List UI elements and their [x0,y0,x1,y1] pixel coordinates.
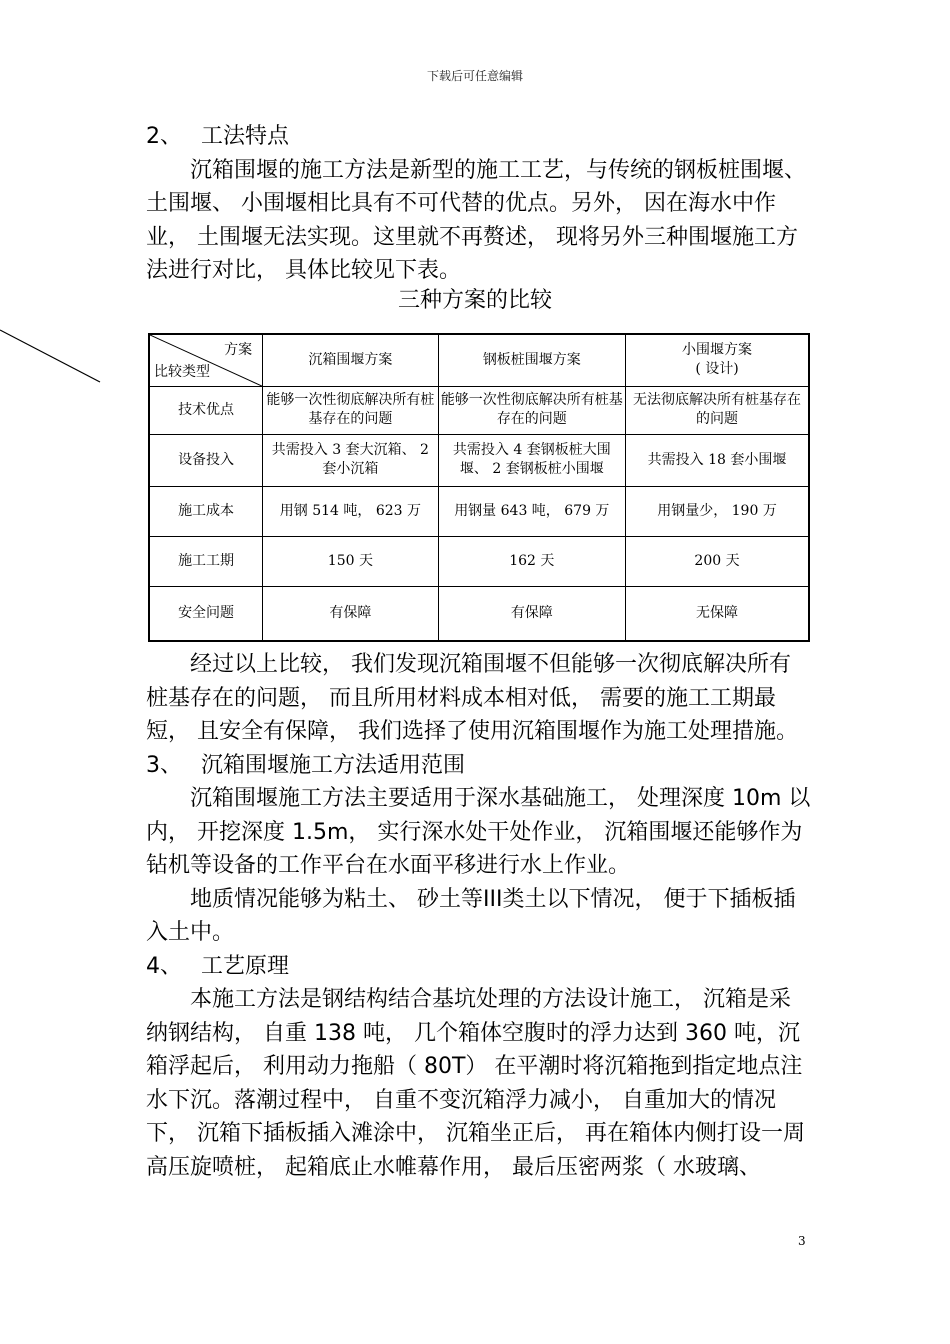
after-table-paragraph: 经过以上比较， 我们发现沉箱围堰不但能够一次彻底解决所有桩基存在的问题， 而且所用材料成本相对低， 需要的施工工期最短， 且安全有保障， 我们选择了使用沉箱围堰作为施工处理措施。 [146,652,798,744]
sections-3-4 [146,648,811,1184]
row-label: 施工工期 [149,536,263,586]
table-row [149,486,809,536]
table-cell: 无法彻底解决所有桩基存在的问题 [626,386,809,434]
row-label: 施工成本 [149,486,263,536]
table-cell: 无保障 [626,586,809,641]
column-header: 小围堰方案 ( 设计) [626,334,809,386]
table-cell: 用钢量 643 吨， 679 万 [438,486,625,536]
row-label: 安全问题 [149,586,263,641]
section-4-number: 4、 [146,953,182,979]
table-cell: 共需投入 3 套大沉箱、 2 套小沉箱 [263,434,438,486]
corner-top-label: 方案 [224,342,253,358]
table-cell: 用钢 514 吨， 623 万 [263,486,438,536]
table-row [149,586,809,641]
section-4-paragraph: 本施工方法是钢结构结合基坑处理的方法设计施工， 沉箱是采纳钢结构， 自重 138 吨， 几个箱体空腹时的浮力达到 360 吨，沉箱浮起后， 利用动力拖船（ 80T） 在平潮时将沉箱拖到指定地点注水下沉。落潮过程中， 自重不变沉箱浮力减小， 自重加大的情况下， 沉箱下插板插入滩涂中， 沉箱坐正后， 再在箱体内侧打设一周高压旋喷桩， 起箱底止水帷幕作用， 最后压密两浆（ 水玻璃、 [146,987,805,1180]
section-3-paragraph-1: 沉箱围堰施工方法主要适用于深水基础施工， 处理深度 10m 以内， 开挖深度 1.5m， 实行深水处干处作业， 沉箱围堰还能够作为钻机等设备的工作平台在水面平移进行水上作业。 [146,786,811,878]
section-2-heading [146,120,811,154]
table-cell: 共需投入 18 套小围堰 [626,434,809,486]
column-header: 钢板桩围堰方案 [438,334,625,386]
section-2-number: 2、 [146,124,182,149]
table-cell: 200 天 [626,536,809,586]
comparison-table [148,333,810,642]
table-cell: 162 天 [438,536,625,586]
table-cell: 有保障 [263,586,438,641]
column-header: 沉箱围堰方案 [263,334,438,386]
table-corner-cell [149,334,263,386]
section-4-title: 工艺原理 [201,953,290,979]
row-label: 技术优点 [149,386,263,434]
section-2-paragraph: 沉箱围堰的施工方法是新型的施工工艺，与传统的钢板桩围堰、 土围堰、 小围堰相比具有不可代替的优点。另外， 因在海水中作业， 土围堰无法实现。这里就不再赘述， 现将另外三种围堰施工方法进行对比， 具体比较见下表。 [146,157,807,283]
table-cell: 能够一次性彻底解决所有桩基存在的问题 [438,386,625,434]
stray-diagonal-line [0,0,110,390]
table-cell: 有保障 [438,586,625,641]
table-header-row [149,334,809,386]
section-4-heading [146,950,811,984]
section-3-heading [146,749,811,783]
row-label: 设备投入 [149,434,263,486]
table-caption: 三种方案的比较 [397,288,552,313]
table-row [149,386,809,434]
table-cell: 150 天 [263,536,438,586]
page-header: 下载后可任意编辑 [426,69,523,83]
section-2 [146,120,811,288]
table-row [149,434,809,486]
table-cell: 用钢量少， 190 万 [626,486,809,536]
section-3-number: 3、 [146,752,182,778]
table-cell: 共需投入 4 套钢板桩大围堰、 2 套钢板桩小围堰 [438,434,625,486]
corner-bottom-label: 比较类型 [154,363,210,380]
table-cell: 能够一次性彻底解决所有桩基存在的问题 [263,386,438,434]
section-3-paragraph-2: 地质情况能够为粘土、 砂土等III类土以下情况， 便于下插板插入土中。 [146,886,796,945]
table-row [149,536,809,586]
section-2-title: 工法特点 [201,124,290,149]
section-3-title: 沉箱围堰施工方法适用范围 [201,752,466,778]
page-number: 3 [798,1234,806,1248]
